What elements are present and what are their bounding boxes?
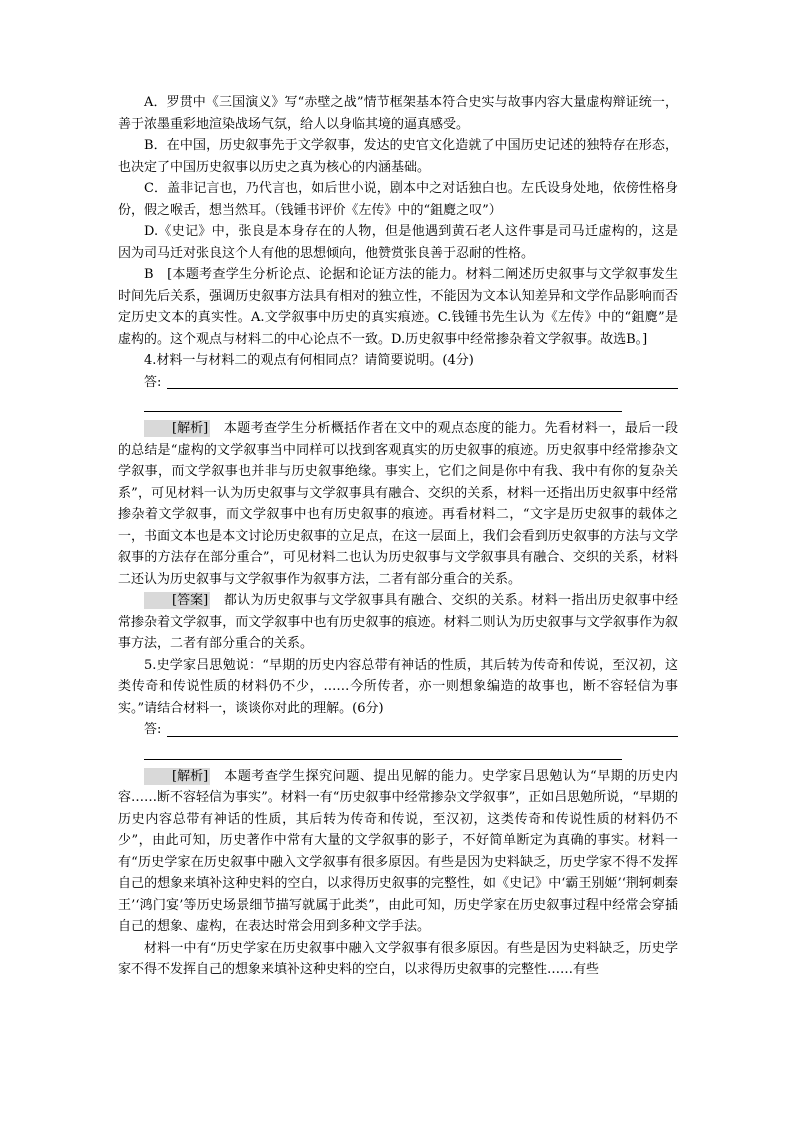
q5-answer-label: 答: (144, 722, 162, 737)
answer-tag: [答案] (144, 592, 210, 609)
option-a: A．罗贯中《三国演义》写“赤壁之战”情节框架基本符合史实与故事内容大量虚构辩证统一，善于浓墨重彩地渲染战场气氛，给人以身临其境的逼真感受。 (118, 95, 678, 132)
q4-key-text: 都认为历史叙事与文学叙事具有融合、交织的关系。材料一指出历史叙事中经常掺杂着文学叙事，而文学叙事中也有历史叙事的痕迹。材料二则认为历史叙事与文学叙事作为叙事方法，二者有部分重合的关系。 (118, 593, 678, 651)
q5-analysis-text: 本题考查学生探究问题、提出见解的能力。史学家吕思勉认为“早期的历史内容……断不容轻信为事实”。材料一有“历史叙事中经常掺杂文学叙事”，正如吕思勉所说，“早期的历史内容总带有神话的性质，其后转为传奇和传说，至汉初，这类传奇和传说性质的材料仍不少”，由此可知，历史著作中常有大量的文学叙事的影子，不好简单断定为真确的事实。材料一有“历史学家在历史叙事中融入文学叙事有很多原因。有些是因为史料缺乏，历史学家不得不发挥自己的想象来填补这种史料的空白，以求得历史叙事的完整性，如《史记》中‘霸王别姬’‘荆轲刺秦王’‘鸿门宴’等历史场景细节描写就属于此类”，由此可知，历史学家在历史叙事过程中经常会穿插自己的想象、虚构，在表达时常会用到多种文学手法。 (118, 768, 678, 934)
q4-key (118, 590, 678, 655)
q5-answer-line-1[interactable] (167, 720, 678, 737)
q4-analysis (118, 418, 678, 590)
q4-question: 4.材料一与材料二的观点有何相同点？请简要说明。(4分) (144, 353, 474, 368)
analysis-tag: [解析] (144, 420, 210, 437)
q4-answer-area[interactable] (118, 372, 678, 394)
q4-answer-label: 答: (144, 374, 162, 390)
q5-question: 5.史学家吕思勉说：“早期的历史内容总带有神话的性质，其后转为传奇和传说，至汉初，这类传奇和传说性质的材料仍不少，……今所传者，亦一则想象编造的故事也，断不容轻信为事实。”请结合材料一，谈谈你对此的理解。(6分) (118, 657, 678, 716)
q3-answer: B [本题考查学生分析论点、论据和论证方法的能力。材料二阐述历史叙事与文学叙事发生时间先后关系，强调历史叙事方法具有相对的独立性，不能因为文本认知差异和文学作品影响而否定历史文本的真实性。A.文学叙事中历史的真实痕迹。C.钱锺书先生认为《左传》中的“鉏麑”是虚构的。这个观点与材料二的中心论点不一致。D.历史叙事中经常掺杂着文学叙事。故选B。] (118, 267, 678, 347)
option-b: B．在中国，历史叙事先于文学叙事，发达的史官文化造就了中国历史记述的独特存在形态，也决定了中国历史叙事以历史之真为核心的内涵基础。 (118, 138, 678, 175)
analysis-tag: [解析] (144, 768, 210, 785)
q4-answer-line-2[interactable] (144, 395, 622, 412)
option-c: C．盖非记言也，乃代言也，如后世小说，剧本中之对话独白也。左氏设身处地，依傍性格身份，假之喉舌，想当然耳。（钱锺书评价《左传》中的“鉏麑之叹”） (118, 181, 678, 218)
q4-answer-line-1[interactable] (167, 372, 678, 389)
q5-analysis (118, 766, 678, 938)
option-d: D.《史记》中，张良是本身存在的人物，但是他遇到黄石老人这件事是司马迁虚构的，这是因为司马迁对张良这个人有他的思想倾向，他赞赏张良善于忍耐的性格。 (118, 224, 678, 261)
q5-answer-line-2[interactable] (144, 743, 622, 760)
q4-analysis-text: 本题考查学生分析概括作者在文中的观点态度的能力。先看材料一，最后一段的总结是“虚构的文学叙事当中同样可以找到客观真实的历史叙事的痕迹。历史叙事中经常掺杂文学叙事，而文学叙事也并非与历史叙事绝缘。事实上，它们之间是你中有我、我中有你的复杂关系”，可见材料一认为历史叙事与文学叙事具有融合、交织的关系，材料一还指出历史叙事中经常掺杂着文学叙事，而文学叙事中也有历史叙事的痕迹。再看材料二，“文字是历史叙事的载体之一，书面文本也是本文讨论历史叙事的立足点，在这一层面上，我们会看到历史叙事的方法与文学叙事的方法存在部分重合”，可见材料二也认为历史叙事与文学叙事具有融合、交织的关系，材料二还认为历史叙事与文学叙事作为叙事方法，二者有部分重合的关系。 (118, 421, 678, 587)
q5-answer-area[interactable] (118, 719, 678, 741)
q5-analysis-continued: 材料一中有“历史学家在历史叙事中融入文学叙事有很多原因。有些是因为史料缺乏，历史学家不得不发挥自己的想象来填补这种史料的空白，以求得历史叙事的完整性……有些 (118, 940, 678, 977)
document-page (118, 92, 678, 981)
